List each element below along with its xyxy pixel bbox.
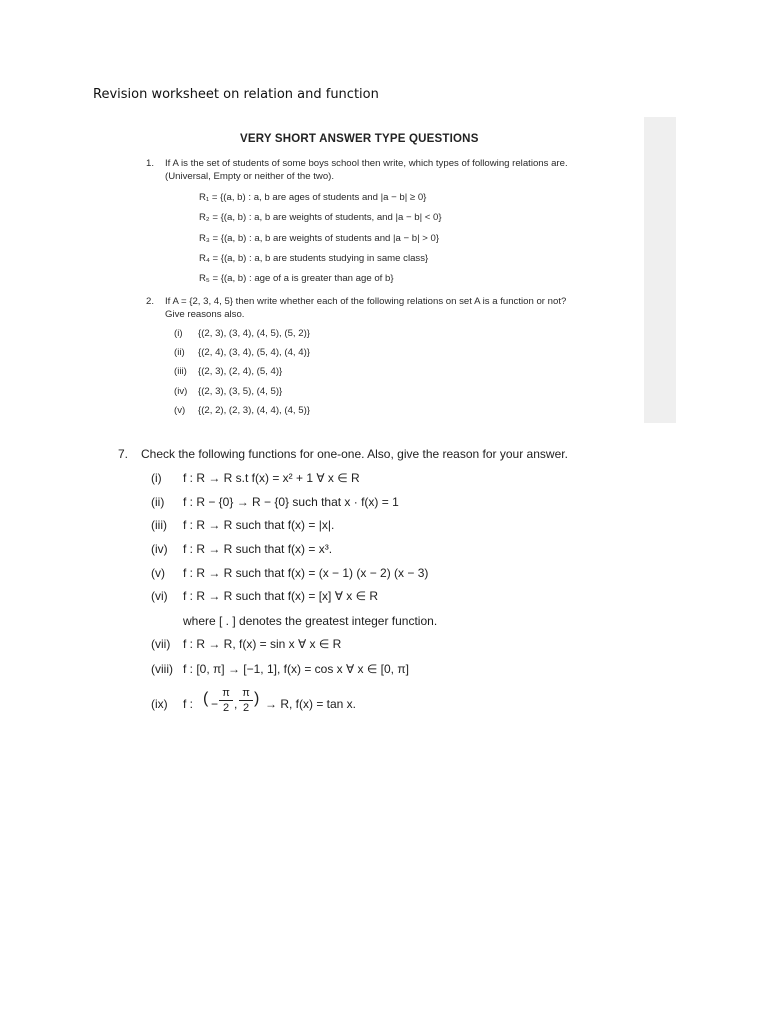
- section-heading: VERY SHORT ANSWER TYPE QUESTIONS: [240, 133, 479, 145]
- relation-r1: R₁ = {(a, b) : a, b are ages of students and |a − b| ≥ 0}: [199, 192, 427, 203]
- interval-open-paren: (: [203, 690, 209, 707]
- item-roman: (ix): [151, 697, 168, 711]
- item-roman: (v): [151, 566, 165, 580]
- question-2-line-1: If A = {2, 3, 4, 5} then write whether each of the following relations on set A is a function or not?: [165, 296, 567, 307]
- question-1: [146, 157, 626, 185]
- item-text: f : R → R, f(x) = sin x ∀ x ∈ R: [183, 637, 342, 651]
- item-text: f : R − {0} → R − {0} such that x · f(x) = 1: [183, 495, 399, 509]
- greatest-integer-note: where [ . ] denotes the greatest integer function.: [183, 614, 438, 628]
- relation-r3: R₃ = {(a, b) : a, b are weights of students and |a − b| > 0}: [199, 233, 440, 244]
- option-roman: (ii): [174, 347, 185, 358]
- option-roman: (iv): [174, 386, 188, 397]
- fraction-right: [239, 687, 253, 715]
- relation-r5: R₅ = {(a, b) : age of a is greater than age of b}: [199, 273, 394, 284]
- function-prefix: f :: [183, 697, 194, 711]
- item-text: f : R → R such that f(x) = (x − 1) (x − 2) (x − 3): [183, 566, 429, 580]
- question-7-number: 7.: [118, 447, 129, 461]
- option-text: {(2, 2), (2, 3), (4, 4), (4, 5)}: [198, 405, 310, 416]
- option-roman: (i): [174, 328, 183, 339]
- function-suffix: → R, f(x) = tan x.: [265, 697, 357, 711]
- minus-sign: −: [211, 697, 219, 711]
- option-text: {(2, 4), (3, 4), (5, 4), (4, 4)}: [198, 347, 310, 358]
- item-text: f : [0, π] → [−1, 1], f(x) = cos x ∀ x ∈ [0, π]: [183, 662, 409, 676]
- question-2-line-2: Give reasons also.: [165, 309, 245, 320]
- fraction-numerator: π: [219, 687, 233, 701]
- option-roman: (iii): [174, 366, 187, 377]
- fraction-denominator: 2: [222, 702, 230, 714]
- item-text: f : R → R such that f(x) = [x] ∀ x ∈ R: [183, 589, 379, 603]
- question-7-item-ix: [151, 687, 411, 730]
- option-text: {(2, 3), (3, 4), (4, 5), (5, 2)}: [198, 328, 310, 339]
- option-text: {(2, 3), (2, 4), (5, 4)}: [198, 366, 283, 377]
- item-text: f : R → R such that f(x) = |x|.: [183, 518, 335, 532]
- question-1-number: 1.: [146, 158, 155, 169]
- question-1-line-2: (Universal, Empty or neither of the two).: [165, 171, 335, 182]
- option-text: {(2, 3), (3, 5), (4, 5)}: [198, 386, 283, 397]
- interval-comma: ,: [234, 697, 238, 711]
- item-text: f : R → R such that f(x) = x³.: [183, 542, 333, 556]
- question-7-text: Check the following functions for one-one. Also, give the reason for your answer.: [141, 447, 568, 461]
- item-roman: (vii): [151, 637, 171, 651]
- item-roman: (vi): [151, 589, 168, 603]
- scan-side-strip: [644, 117, 676, 423]
- question-2-number: 2.: [146, 296, 155, 307]
- relation-r4: R₄ = {(a, b) : a, b are students studying in same class}: [199, 253, 429, 264]
- document-title: Revision worksheet on relation and function: [93, 87, 379, 102]
- item-roman: (ii): [151, 495, 165, 509]
- interval-close-paren: ): [254, 690, 260, 707]
- fraction-left: [219, 687, 233, 715]
- fraction-numerator: π: [239, 687, 253, 701]
- item-roman: (i): [151, 471, 162, 485]
- option-roman: (v): [174, 405, 186, 416]
- fraction-denominator: 2: [242, 702, 250, 714]
- question-1-line-1: If A is the set of students of some boys school then write, which types of following relations are.: [165, 158, 568, 169]
- relation-r2: R₂ = {(a, b) : a, b are weights of students, and |a − b| < 0}: [199, 212, 442, 223]
- item-roman: (iii): [151, 518, 167, 532]
- item-roman: (iv): [151, 542, 168, 556]
- item-roman: (viii): [151, 662, 173, 676]
- item-text: f : R → R s.t f(x) = x² + 1 ∀ x ∈ R: [183, 471, 360, 485]
- question-2: [146, 295, 626, 323]
